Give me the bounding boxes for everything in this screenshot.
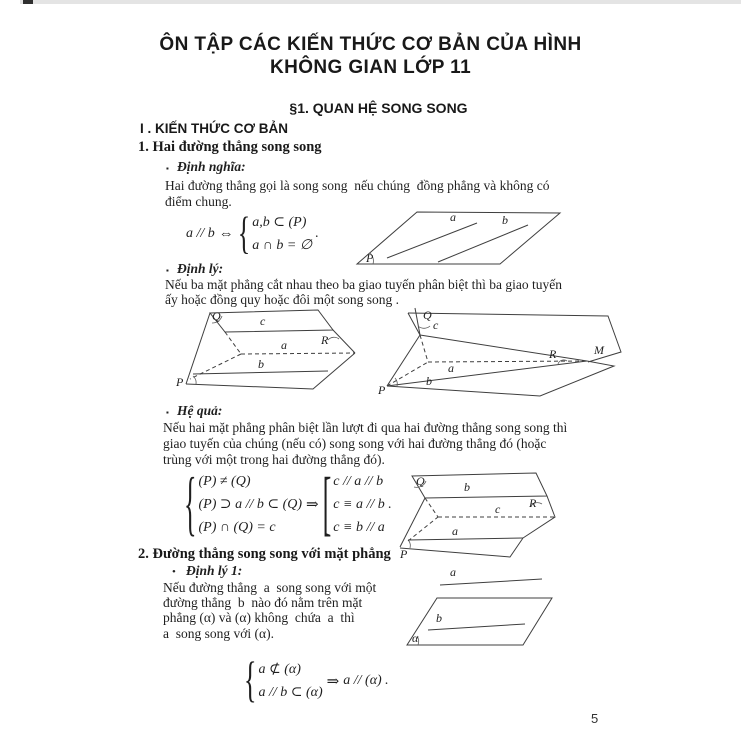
theorem-text-line1: Nếu ba mặt phẳng cắt nhau theo ba giao tuyến phân biệt thì ba giao tuyến (165, 277, 563, 292)
diagram3-label-P: P (378, 383, 386, 397)
formula2-left-cases (198, 470, 302, 539)
formula1-cases (252, 211, 312, 257)
diagram4-label-b: b (464, 480, 470, 494)
diagram3-label-Q: Q (423, 308, 432, 322)
diagram3-label-b: b (426, 374, 432, 388)
diagram4-label-a: a (452, 524, 458, 538)
formula2-right-row1: c // a // b (333, 474, 384, 489)
diagram-three-planes-parallel-lines (168, 306, 398, 401)
diagram1-label-a: a (450, 210, 456, 224)
square-bullet-icon: ▪ (166, 408, 169, 417)
section-title: §1. QUAN HỆ SONG SONG (289, 100, 468, 116)
part-heading: I . KIẾN THỨC CƠ BẢN (140, 121, 288, 136)
definition-text-line1: Hai đường thẳng gọi là song song nếu chúng đồng phẳng và không có (165, 178, 550, 193)
diagram1-label-b: b (502, 213, 508, 227)
square-bullet-icon: ▪ (166, 266, 169, 275)
s2-text-line3: phẳng (α) và (α) không chứa a thì (163, 610, 355, 625)
corollary-label: Hệ quả: (177, 403, 223, 418)
s1-heading: 1. Hai đường thẳng song song (138, 139, 322, 155)
diagram2-label-Q: Q (212, 309, 221, 323)
formula2-left-row1: (P) ≠ (Q) (198, 474, 251, 489)
theorem-label: Định lý: (177, 261, 224, 276)
s2-heading: 2. Đường thẳng song song với mặt phẳng (138, 546, 391, 562)
left-brace: { (184, 463, 197, 543)
s2-text-line2: đường thẳng b nào đó nằm trên mặt (163, 595, 363, 610)
s2-text-line1: Nếu đường thẳng a song song với một (163, 580, 377, 595)
formula3-row2: a // b ⊂ (α) (258, 685, 323, 700)
definition-text-line2: điểm chung. (165, 194, 232, 209)
formula2-left-row2: (P) ⊃ a // b ⊂ (Q) (198, 497, 303, 512)
formula-plane-intersection (184, 463, 392, 543)
corollary-text-line3: trùng với một trong hai đường thẳng đó). (163, 452, 385, 467)
corollary-text-line1: Nếu hai mặt phẳng phân biệt lần lượt đi qua hai đường thẳng song song thì (163, 420, 568, 435)
diagram4-label-c: c (495, 502, 501, 516)
implies-symbol: ⇒ (306, 497, 319, 513)
diagram2-label-R: R (321, 333, 329, 347)
definition-label: Định nghĩa: (177, 159, 246, 174)
scan-edge-mark (23, 0, 33, 4)
left-bracket: [ (322, 463, 332, 543)
formula1-lhs: a // b (186, 226, 215, 241)
diagram-line-parallel-to-plane (402, 566, 632, 661)
formula3-rhs: a // (α) (343, 673, 382, 688)
diagram2-label-a: a (281, 338, 287, 352)
diagram2-label-P: P (176, 375, 184, 389)
diagram5-label-a: a (450, 565, 456, 579)
formula2-right-row3: c ≡ b // a (333, 520, 385, 535)
scan-edge-band (20, 0, 741, 4)
formula1-row2: a ∩ b = ∅ (252, 238, 313, 253)
iff-symbol: ⇔ (218, 225, 234, 242)
diagram4-label-P: P (400, 547, 408, 561)
theorem-text-line2: ấy hoặc đồng quy hoặc đôi một song song . (165, 292, 399, 307)
diagram4-label-Q: Q (416, 474, 425, 488)
left-brace: { (244, 652, 257, 708)
diagram2-label-c: c (260, 314, 266, 328)
formula-parallel-lines (186, 207, 319, 259)
page-number: 5 (591, 711, 599, 726)
formula2-right-row2: c ≡ a // b . (333, 497, 392, 512)
formula3-row1: a ⊄ (α) (258, 662, 301, 677)
formula-line-parallel-plane (244, 652, 389, 708)
square-bullet-icon: ▪ (166, 164, 169, 173)
diagram3-label-M: M (594, 343, 604, 357)
formula2-right-cases (333, 470, 391, 539)
diagram2-label-b: b (258, 357, 264, 371)
diagram1-label-P: P (366, 251, 374, 265)
main-title-line2: KHÔNG GIAN LỚP 11 (269, 57, 472, 78)
diagram3-label-a: a (448, 361, 454, 375)
diagram5-label-alpha: α (412, 631, 419, 645)
diagram3-label-c: c (433, 318, 439, 332)
formula1-period: . (315, 226, 319, 241)
diagram-three-planes-concurrent-lines (378, 306, 623, 401)
formula3-cases (258, 658, 322, 704)
formula3-period: . (384, 673, 389, 688)
round-bullet-icon: • (172, 566, 176, 578)
formula1-row1: a,b ⊂ (P) (252, 215, 307, 230)
left-brace: { (237, 207, 251, 259)
corollary-text-line2: giao tuyến của chúng (nếu có) song song với hai đường thẳng đó (hoặc (163, 436, 547, 451)
diagram3-label-R: R (549, 347, 557, 361)
theorem1-label: Định lý 1: (186, 563, 243, 578)
diagram-parallel-lines-in-plane (350, 204, 565, 270)
diagram5-label-b: b (436, 611, 442, 625)
formula2-left-row3: (P) ∩ (Q) = c (198, 520, 276, 535)
s2-text-line4: a song song với (α). (163, 626, 274, 641)
main-title-line1: ÔN TẬP CÁC KIẾN THỨC CƠ BẢN CỦA HÌNH (159, 34, 582, 55)
diagram-three-planes-parallel-lines-2 (400, 462, 575, 577)
diagram4-label-R: R (529, 496, 537, 510)
implies-symbol: ⇒ (326, 673, 340, 690)
